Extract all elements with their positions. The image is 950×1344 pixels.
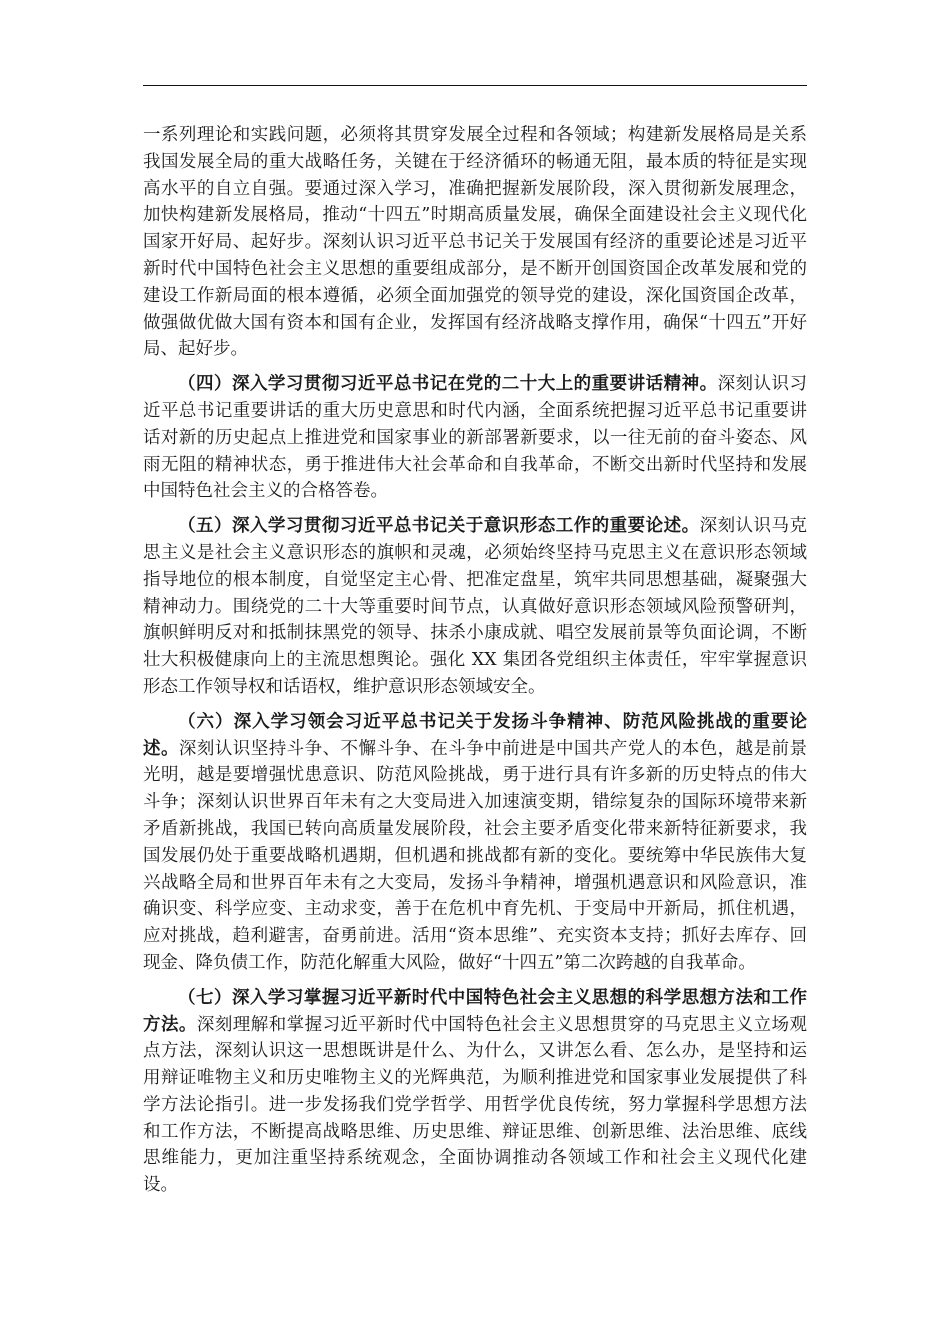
header-rule bbox=[143, 85, 807, 86]
paragraph-body: 深刻认识习近平总书记重要讲话的重大历史意思和时代内涵，全面系统把握习近平总书记重要讲话对新的历史起点上推进党和国家事业的新部署新要求，以一往无前的奋斗姿态、风雨无阻的精神状态，勇于推进伟大社会革命和自我革命，不断交出新时代坚持和发展中国特色社会主义的合格答卷。 bbox=[143, 374, 808, 502]
section-heading: （四）深入学习贯彻习近平总书记在党的二十大上的重要讲话精神。 bbox=[178, 374, 718, 395]
paragraph-section-6 bbox=[143, 709, 807, 977]
section-heading: （六）深入学习领会习近平总书记关于发扬斗争精神、防范风险挑战的重要论述。 bbox=[143, 711, 807, 759]
paragraph-body: 深刻理解和掌握习近平新时代中国特色社会主义思想贯穿的马克思主义立场观点方法，深刻认识这一思想既讲是什么、为什么，又讲怎么看、怎么办，是坚持和运用辩证唯物主义和历史唯物主义的光辉典范，为顺利推进党和国家事业发展提供了科学方法论指引。进一步发扬我们党学哲学、用哲学优良传统，努力掌握科学思想方法和工作方法，不断提高战略思维、历史思维、辩证思维、创新思维、法治思维、底线思维能力，更加注重坚持系统观念，全面协调推动各领域工作和社会主义现代化建设。 bbox=[143, 1014, 807, 1196]
section-heading: （五）深入学习贯彻习近平总书记关于意识形态工作的重要论述。 bbox=[178, 516, 700, 537]
document-body bbox=[143, 122, 807, 1207]
section-heading: （七）深入学习掌握习近平新时代中国特色社会主义思想的科学思想方法和工作方法。 bbox=[143, 987, 807, 1035]
paragraph-body: 一系列理论和实践问题，必须将其贯穿发展全过程和各领域；构建新发展格局是关系我国发展全局的重大战略任务，关键在于经济循环的畅通无阻，最本质的特征是实现高水平的自立自强。要通过深入学习，准确把握新发展阶段，深入贯彻新发展理念，加快构建新发展格局，推动“十四五”时期高质量发展，确保全面建设社会主义现代化国家开好局、起好步。深刻认识习近平总书记关于发展国有经济的重要论述是习近平新时代中国特色社会主义思想的重要组成部分，是不断开创国资国企改革发展和党的建设工作新局面的根本遵循，必须全面加强党的领导党的建设，深化国资国企改革，做强做优做大国有资本和国有企业，发挥国有经济战略支撑作用，确保“十四五”开好局、起好步。 bbox=[143, 125, 807, 360]
paragraph-section-7 bbox=[143, 985, 807, 1199]
paragraph-section-4 bbox=[143, 371, 807, 505]
paragraph-body: 深刻认识坚持斗争、不懈斗争、在斗争中前进是中国共产党人的本色，越是前景光明，越是要增强忧患意识、防范风险挑战，勇于进行具有许多新的历史特点的伟大斗争；深刻认识世界百年未有之大变局进入加速演变期，错综复杂的国际环境带来新矛盾新挑战，我国已转向高质量发展阶段，社会主要矛盾变化带来新特征新要求，我国发展仍处于重要战略机遇期，但机遇和挑战都有新的变化。要统筹中华民族伟大复兴战略全局和世界百年未有之大变局，发扬斗争精神，增强机遇意识和风险意识，准确识变、科学应变、主动求变，善于在危机中育先机、于变局中开新局，抓住机遇，应对挑战，趋利避害，奋勇前进。活用“资本思维”、充实资本支持；抓好去库存、回现金、降负债工作，防范化解重大风险，做好“十四五”第二次跨越的自我革命。 bbox=[143, 738, 808, 973]
paragraph-continuation bbox=[143, 122, 807, 363]
paragraph-section-5 bbox=[143, 513, 807, 701]
paragraph-body: 深刻认识马克思主义是社会主义意识形态的旗帜和灵魂，必须始终坚持马克思主义在意识形态领域指导地位的根本制度，自觉坚定主心骨、把准定盘星，筑牢共同思想基础，凝聚强大精神动力。围绕党的二十大等重要时间节点，认真做好意识形态领域风险预警研判，旗帜鲜明反对和抵制抹黑党的领导、抹杀小康成就、唱空发展前景等负面论调，不断壮大积极健康向上的主流思想舆论。强化 XX 集团各党组织主体责任，牢牢掌握意识形态工作领导权和话语权，维护意识形态领域安全。 bbox=[143, 516, 808, 697]
